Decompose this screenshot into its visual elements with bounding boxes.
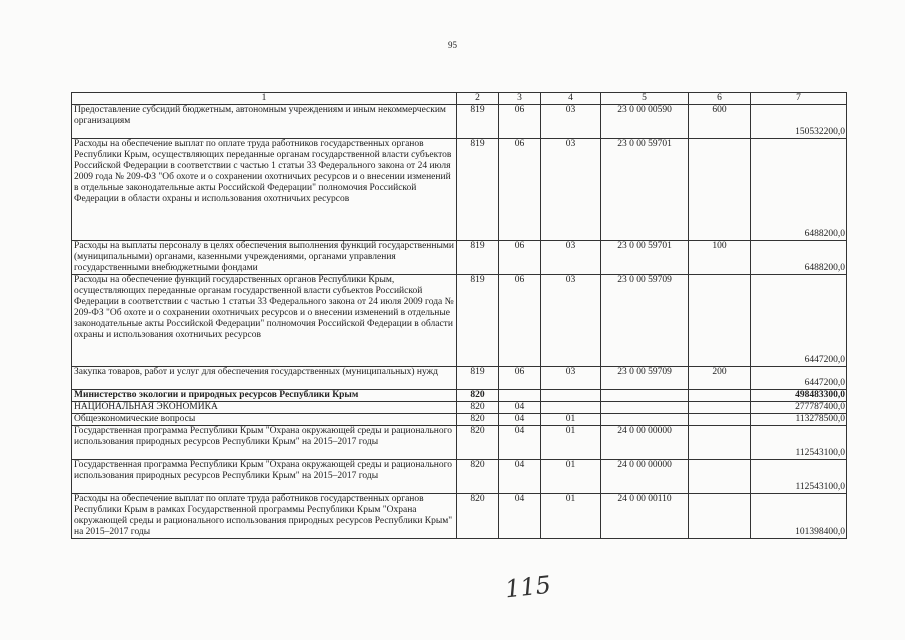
amount-cell: 277787400,0	[751, 402, 847, 414]
amount-cell: 112543100,0	[751, 460, 847, 494]
amount-cell: 113278500,0	[751, 414, 847, 426]
section-cell: 04	[499, 426, 541, 460]
table-row	[72, 241, 847, 275]
subsection-cell	[541, 402, 601, 414]
table-row	[72, 139, 847, 241]
table-row	[72, 275, 847, 367]
description-cell: Министерство экологии и природных ресурсов Республики Крым	[72, 390, 457, 402]
table-row	[72, 414, 847, 426]
description-cell: Государственная программа Республики Крым "Охрана окружающей среды и рационального использования природных ресурсов Республики Крым" на 2015–2017 годы	[72, 426, 457, 460]
description-cell: НАЦИОНАЛЬНАЯ ЭКОНОМИКА	[72, 402, 457, 414]
section-cell	[499, 390, 541, 402]
code-cell: 819	[457, 105, 499, 139]
expense-type-cell	[689, 275, 751, 367]
expense-type-cell: 600	[689, 105, 751, 139]
amount-cell: 150532200,0	[751, 105, 847, 139]
budget-table-container	[71, 92, 847, 539]
expense-type-cell	[689, 426, 751, 460]
description-cell: Расходы на обеспечение функций государственных органов Республики Крым, осуществляющих переданные органам государственной власти субъектов Российской Федерации в соответствии с частью 1 статьи 33 Федерального закона от 24 июля 2009 года № 209-ФЗ "Об охоте и о сохранении охотничьих ресурсов и о внесении изменений в отдельные законодательные акты Российской Федерации" полномочия Российской Федерации в области охраны и использования охотничьих ресурсов	[72, 275, 457, 367]
subsection-cell: 03	[541, 241, 601, 275]
section-cell: 06	[499, 275, 541, 367]
description-cell: Государственная программа Республики Крым "Охрана окружающей среды и рационального использования природных ресурсов Республики Крым" на 2015–2017 годы	[72, 460, 457, 494]
section-cell: 06	[499, 241, 541, 275]
table-row	[72, 494, 847, 539]
header-cell: 7	[751, 93, 847, 105]
header-cell: 2	[457, 93, 499, 105]
section-cell: 06	[499, 367, 541, 390]
expense-type-cell	[689, 414, 751, 426]
subsection-cell: 01	[541, 460, 601, 494]
subsection-cell: 01	[541, 414, 601, 426]
description-cell: Общеэкономические вопросы	[72, 414, 457, 426]
expense-type-cell	[689, 139, 751, 241]
code-cell: 820	[457, 494, 499, 539]
subsection-cell	[541, 390, 601, 402]
expense-type-cell: 100	[689, 241, 751, 275]
header-cell: 1	[72, 93, 457, 105]
expense-type-cell	[689, 460, 751, 494]
description-cell: Закупка товаров, работ и услуг для обеспечения государственных (муниципальных) нужд	[72, 367, 457, 390]
target-article-cell: 24 0 00 00000	[601, 426, 689, 460]
description-cell: Расходы на выплаты персоналу в целях обеспечения выполнения функций государственными (муниципальными) органами, казенными учреждениями, органами управления государственными внебюджетными фондами	[72, 241, 457, 275]
table-row	[72, 390, 847, 402]
code-cell: 820	[457, 402, 499, 414]
target-article-cell: 24 0 00 00110	[601, 494, 689, 539]
amount-cell: 6447200,0	[751, 275, 847, 367]
amount-cell: 101398400,0	[751, 494, 847, 539]
amount-cell: 6488200,0	[751, 139, 847, 241]
code-cell: 819	[457, 241, 499, 275]
subsection-cell: 03	[541, 367, 601, 390]
table-row	[72, 402, 847, 414]
code-cell: 820	[457, 460, 499, 494]
subsection-cell: 03	[541, 105, 601, 139]
section-cell: 04	[499, 414, 541, 426]
code-cell: 819	[457, 275, 499, 367]
subsection-cell: 01	[541, 494, 601, 539]
target-article-cell: 24 0 00 00000	[601, 460, 689, 494]
target-article-cell	[601, 390, 689, 402]
header-cell: 4	[541, 93, 601, 105]
amount-cell: 6488200,0	[751, 241, 847, 275]
header-cell: 5	[601, 93, 689, 105]
target-article-cell: 23 0 00 59709	[601, 367, 689, 390]
subsection-cell: 03	[541, 139, 601, 241]
target-article-cell	[601, 402, 689, 414]
handwritten-page-number: 115	[503, 570, 553, 604]
amount-cell: 6447200,0	[751, 367, 847, 390]
section-cell: 04	[499, 460, 541, 494]
table-row	[72, 367, 847, 390]
amount-cell: 498483300,0	[751, 390, 847, 402]
target-article-cell	[601, 414, 689, 426]
table-row	[72, 105, 847, 139]
code-cell: 820	[457, 426, 499, 460]
target-article-cell: 23 0 00 59701	[601, 139, 689, 241]
expense-type-cell	[689, 494, 751, 539]
section-cell: 06	[499, 139, 541, 241]
section-cell: 04	[499, 402, 541, 414]
description-cell: Предоставление субсидий бюджетным, автономным учреждениям и иным некоммерческим организациям	[72, 105, 457, 139]
page-number: 95	[448, 40, 457, 50]
subsection-cell: 01	[541, 426, 601, 460]
target-article-cell: 23 0 00 59701	[601, 241, 689, 275]
table-row	[72, 426, 847, 460]
code-cell: 820	[457, 414, 499, 426]
target-article-cell: 23 0 00 00590	[601, 105, 689, 139]
code-cell: 819	[457, 139, 499, 241]
table-row	[72, 460, 847, 494]
description-cell: Расходы на обеспечение выплат по оплате труда работников государственных органов Республики Крым в рамках Государственной программы Республики Крым "Охрана окружающей среды и рационального использования природных ресурсов Республики Крым" на 2015–2017 годы	[72, 494, 457, 539]
budget-table	[71, 92, 847, 539]
amount-cell: 112543100,0	[751, 426, 847, 460]
expense-type-cell: 200	[689, 367, 751, 390]
subsection-cell: 03	[541, 275, 601, 367]
header-cell: 3	[499, 93, 541, 105]
header-cell: 6	[689, 93, 751, 105]
header-row	[72, 93, 847, 105]
code-cell: 819	[457, 367, 499, 390]
code-cell: 820	[457, 390, 499, 402]
expense-type-cell	[689, 390, 751, 402]
description-cell: Расходы на обеспечение выплат по оплате труда работников государственных органов Республики Крым, осуществляющих переданные органам государственной власти субъектов Российской Федерации в соответствии с частью 1 статьи 33 Федерального закона от 24 июля 2009 года № 209-ФЗ "Об охоте и о сохранении охотничьих ресурсов и о внесении изменений в отдельные законодательные акты Российской Федерации" полномочия Российской Федерации в области охраны и использования охотничьих ресурсов	[72, 139, 457, 241]
section-cell: 06	[499, 105, 541, 139]
expense-type-cell	[689, 402, 751, 414]
target-article-cell: 23 0 00 59709	[601, 275, 689, 367]
section-cell: 04	[499, 494, 541, 539]
